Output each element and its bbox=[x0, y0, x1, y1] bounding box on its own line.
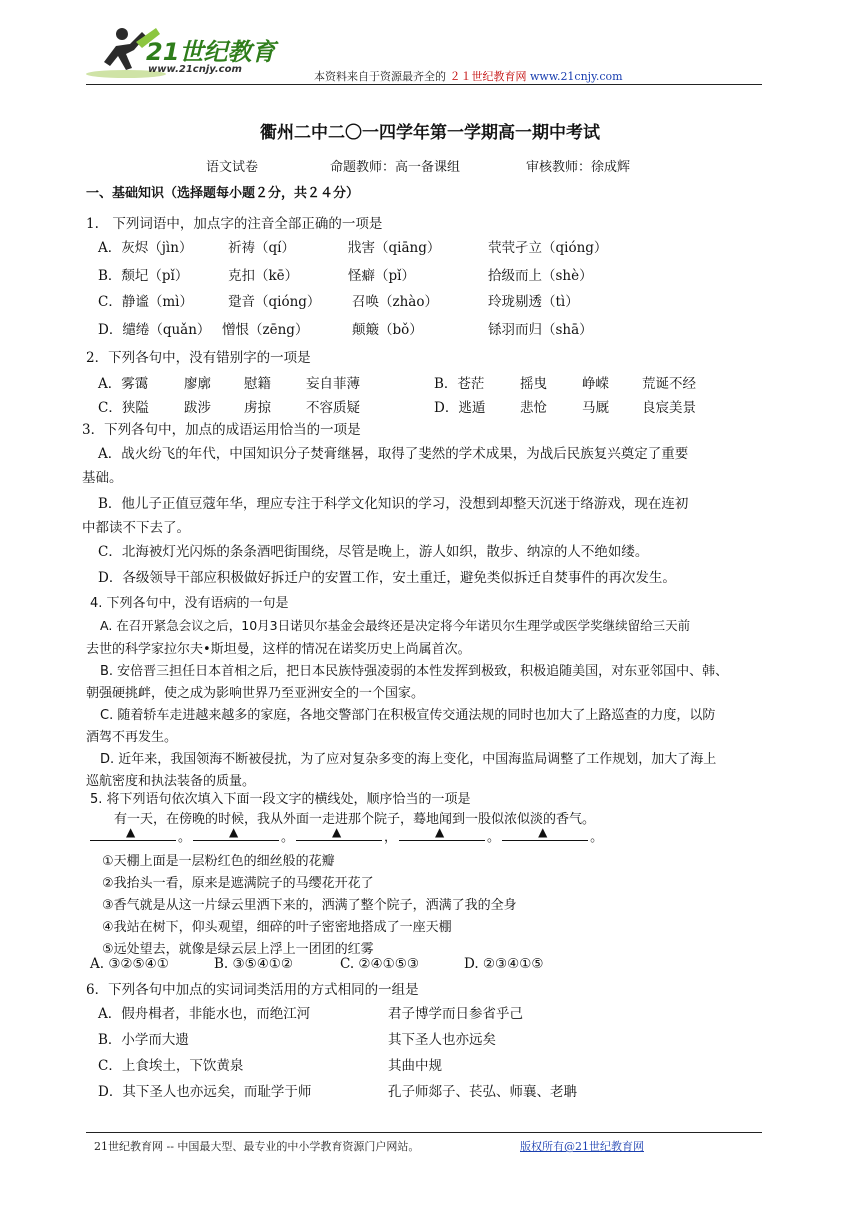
q4-option-c-line2: 酒驾不再发生。 bbox=[86, 730, 178, 745]
q2-option-d-1: D．逃遁 bbox=[434, 400, 486, 416]
q1-option-b-2: 克扣（kē） bbox=[228, 268, 299, 284]
q1-option-c-4: 玲珑剔透（tì） bbox=[488, 294, 579, 310]
logo-url: www.21cnjy.com bbox=[148, 64, 242, 75]
q5-item-5: ⑤远处望去，就像是绿云层上浮上一团团的红雾 bbox=[102, 942, 374, 957]
q3-option-c: C．北海被灯光闪烁的条条酒吧街围绕，尽管是晚上，游人如织，散步、纳凉的人不绝如缕。 bbox=[98, 544, 649, 560]
header-note-url[interactable]: www.21cnjy.com bbox=[530, 70, 623, 83]
blank-marker-icon: ▲ bbox=[435, 825, 445, 839]
blank-marker-icon: ▲ bbox=[538, 825, 548, 839]
q5-option-c: C. ②④①⑤③ bbox=[340, 956, 419, 972]
q1-option-c-3: 召唤（zhào） bbox=[352, 294, 438, 310]
q2-option-c-2: 跋涉 bbox=[184, 400, 211, 416]
q4-option-d-line2: 巡航密度和执法装备的质量。 bbox=[86, 774, 256, 789]
q5-blank-1 bbox=[90, 826, 176, 841]
q5-option-a: A. ③②⑤④① bbox=[90, 956, 169, 972]
q3-stem: 3．下列各句中，加点的成语运用恰当的一项是 bbox=[82, 422, 361, 438]
q1-option-d-4: 铩羽而归（shā） bbox=[488, 322, 593, 338]
q4-option-d-line1: D. 近年来，我国领海不断被侵扰，为了应对复杂多变的海上变化，中国海监局调整了工作规划，加大了海上 bbox=[100, 752, 717, 767]
q6-option-b-1: B．小学而大遗 bbox=[98, 1032, 189, 1048]
q2-option-c-1: C．狭隘 bbox=[98, 400, 149, 416]
blank-marker-icon: ▲ bbox=[229, 825, 239, 839]
q1-option-b-1: B．颓圮（pǐ） bbox=[98, 268, 189, 284]
q3-option-a-line2: 基础。 bbox=[82, 470, 123, 486]
q4-option-c-line1: C. 随着轿车走进越来越多的家庭，各地交警部门在积极宣传交通法规的同时也加大了上路巡查的力度，以防 bbox=[100, 708, 716, 723]
q1-option-d-3: 颠簸（bǒ） bbox=[352, 322, 423, 338]
q4-option-a-line1: A. 在召开紧急会议之后，10月3日诺贝尔基金会最终还是决定将今年诺贝尔生理学或医学奖继续留给三天前 bbox=[100, 618, 691, 633]
q1-option-d-1: D．缱绻（quǎn） bbox=[98, 322, 211, 338]
footer-text: 21世纪教育网 -- 中国最大型、最专业的中小学教育资源门户网站。 bbox=[94, 1140, 420, 1153]
q5-blank-3 bbox=[296, 826, 382, 841]
q6-stem: 6．下列各句中加点的实词词类活用的方式相同的一组是 bbox=[86, 982, 419, 998]
blank-marker-icon: ▲ bbox=[332, 825, 342, 839]
q2-option-d-4: 良宸美景 bbox=[642, 400, 696, 416]
q5-blank-4 bbox=[399, 826, 485, 841]
q5-item-1: ①天棚上面是一层粉红色的细丝般的花瓣 bbox=[102, 854, 335, 869]
q6-option-a-1: A．假舟楫者，非能水也，而绝江河 bbox=[98, 1006, 311, 1022]
subtitle-setter: 命题教师：高一备课组 bbox=[330, 160, 461, 175]
q4-option-a-line2: 去世的科学家拉尔夫•斯坦曼，这样的情况在诺奖历史上尚属首次。 bbox=[86, 642, 471, 657]
q5-option-d: D. ②③④①⑤ bbox=[464, 956, 544, 972]
header-note bbox=[314, 68, 623, 84]
q4-stem: 4. 下列各句中，没有语病的一句是 bbox=[90, 596, 289, 611]
q1-option-c-1: C．静谧（mì） bbox=[98, 294, 193, 310]
q1-option-b-3: 怪癖（pǐ） bbox=[348, 268, 415, 284]
q1-option-d-2: 憎恨（zēng） bbox=[222, 322, 309, 338]
q5-item-4: ④我站在树下，仰头观望，细碎的叶子密密地搭成了一座天棚 bbox=[102, 920, 452, 935]
q3-option-a-line1: A．战火纷飞的年代，中国知识分子焚膏继晷，取得了斐然的学术成果，为战后民族复兴奠定了重要 bbox=[98, 446, 689, 462]
q1-stem: 1. 下列词语中，加点字的注音全部正确的一项是 bbox=[86, 216, 383, 232]
q1-option-b-4: 拾级而上（shè） bbox=[488, 268, 593, 284]
q2-option-b-4: 荒诞不经 bbox=[642, 376, 696, 392]
q5-blank-2 bbox=[193, 826, 279, 841]
section-heading: 一、基础知识（选择题每小题２分，共２４分） bbox=[86, 186, 360, 201]
q2-option-b-2: 摇曳 bbox=[520, 376, 547, 392]
q2-option-b-3: 峥嵘 bbox=[582, 376, 609, 392]
header-note-brand: ２１世纪教育网 bbox=[449, 70, 527, 83]
q1-option-c-2: 跫音（qióng） bbox=[228, 294, 321, 310]
q1-option-a-4: 茕茕孑立（qióng） bbox=[488, 240, 608, 256]
q5-item-3: ③香气就是从这一片绿云里洒下来的，洒满了整个院子，洒满了我的全身 bbox=[102, 898, 517, 913]
site-logo bbox=[86, 22, 286, 82]
footer-copyright-link[interactable]: 版权所有@21世纪教育网 bbox=[520, 1140, 644, 1153]
subtitle-exam: 语文试卷 bbox=[206, 160, 259, 175]
header-divider bbox=[86, 84, 762, 85]
q1-option-a-3: 戕害（qiāng） bbox=[348, 240, 441, 256]
q2-option-a-1: A．雾霭 bbox=[98, 376, 149, 392]
q2-option-c-3: 虏掠 bbox=[244, 400, 271, 416]
q5-blanks-row: ▲ 。 ▲ 。 ▲ ， ▲ 。 ▲ 。 bbox=[88, 826, 603, 845]
q2-option-b-1: B．苍茫 bbox=[434, 376, 485, 392]
q4-option-b-line2: 朝强硬挑衅，使之成为影响世界乃至亚洲安全的一个国家。 bbox=[86, 686, 425, 701]
subtitle-reviewer: 审核教师：徐成辉 bbox=[526, 160, 631, 175]
q3-option-b-line2: 中都读不下去了。 bbox=[82, 520, 190, 536]
logo-text: 21世纪教育 bbox=[146, 38, 276, 66]
q6-option-c-1: C．上食埃土，下饮黄泉 bbox=[98, 1058, 244, 1074]
q5-blank-5 bbox=[502, 826, 588, 841]
q5-passage: 有一天，在傍晚的时候，我从外面一走进那个院子，蓦地闻到一股似浓似淡的香气。 bbox=[114, 812, 596, 827]
q2-option-a-4: 妄自菲薄 bbox=[306, 376, 360, 392]
q6-option-c-2: 其曲中规 bbox=[388, 1058, 442, 1074]
q5-option-b: B. ③⑤④①② bbox=[214, 956, 294, 972]
q2-option-d-3: 马厩 bbox=[582, 400, 609, 416]
header-note-prefix: 本资料来自于资源最齐全的 bbox=[314, 70, 446, 83]
page-title: 衢州二中二〇一四学年第一学期高一期中考试 bbox=[260, 123, 600, 143]
q2-option-a-2: 廖廓 bbox=[184, 376, 211, 392]
q6-option-d-1: D．其下圣人也亦远矣，而耻学于师 bbox=[98, 1084, 312, 1100]
q6-option-b-2: 其下圣人也亦远矣 bbox=[388, 1032, 496, 1048]
q5-item-2: ②我抬头一看，原来是遮满院子的马缨花开花了 bbox=[102, 876, 374, 891]
q6-option-a-2: 君子博学而日参省乎己 bbox=[388, 1006, 523, 1022]
q3-option-b-line1: B．他儿子正值豆蔻年华，理应专注于科学文化知识的学习，没想到却整天沉迷于络游戏，现在连初 bbox=[98, 496, 689, 512]
q2-option-c-4: 不容质疑 bbox=[306, 400, 360, 416]
footer-divider bbox=[86, 1132, 762, 1133]
q6-option-d-2: 孔子师郯子、苌弘、师襄、老聃 bbox=[388, 1084, 577, 1100]
q2-option-d-2: 悲怆 bbox=[520, 400, 547, 416]
q2-option-a-3: 慰籍 bbox=[244, 376, 271, 392]
q4-option-b-line1: B. 安倍晋三担任日本首相之后，把日本民族恃强凌弱的本性发挥到极致，积极追随美国，对东亚邻国中、韩、 bbox=[100, 664, 729, 679]
blank-marker-icon: ▲ bbox=[126, 825, 136, 839]
q5-stem: 5. 将下列语句依次填入下面一段文字的横线处，顺序恰当的一项是 bbox=[90, 792, 471, 807]
q1-option-a-2: 祈祷（qí） bbox=[228, 240, 295, 256]
q2-stem: 2．下列各句中，没有错别字的一项是 bbox=[86, 350, 311, 366]
q1-option-a-1: A．灰烬（jìn） bbox=[98, 240, 193, 256]
q3-option-d: D．各级领导干部应积极做好拆迁户的安置工作，安土重迁，避免类似拆迁自焚事件的再次发生。 bbox=[98, 570, 676, 586]
